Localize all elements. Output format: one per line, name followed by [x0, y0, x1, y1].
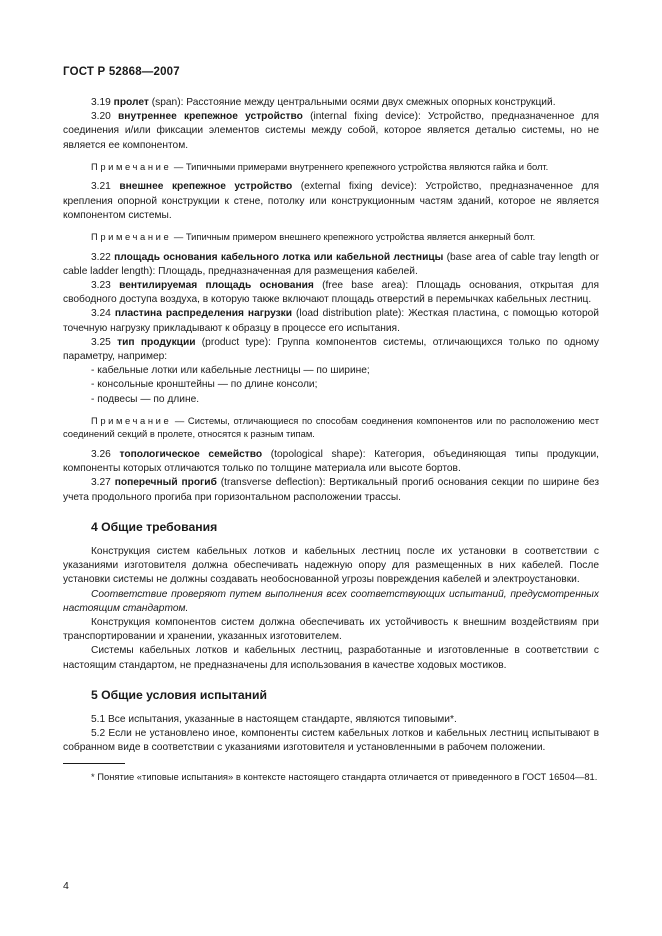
definition-3-22: 3.22 площадь основания кабельного лотка или кабельной лестницы (base area of cable tray length or cable ladder length): Площадь, предназначенная для размещения кабелей.: [63, 251, 599, 277]
standard-header: ГОСТ Р 52868—2007: [63, 66, 180, 78]
section-5-heading: 5 Общие условия испытаний: [91, 687, 268, 702]
footnote-divider: [63, 763, 125, 764]
section-4-paragraph: Конструкция систем кабельных лотков и кабельных лестниц после их установки в соответствии с указаниями изготовителя должна обеспечивать надежную опору для размещенных в них кабелей. После установки системы не должны создавать необоснованной угрозы повреждения кабелей и электроустановки.: [63, 546, 599, 586]
note-3-20: Примечание — Типичными примерами внутреннего крепежного устройства являются гайка и болт.: [91, 160, 549, 172]
footnote: * Понятие «типовые испытания» в контексте настоящего стандарта отличается от приведенного в ГОСТ 16504—81.: [91, 770, 598, 782]
section-4-compliance: Соответствие проверяют путем выполнения всех соответствующих испытаний, предусмотренных настоящим стандартом.: [63, 588, 599, 614]
list-item: - консольные кронштейны — по длине консоли;: [91, 379, 318, 391]
clause-5-1: 5.1 Все испытания, указанные в настоящем стандарте, являются типовыми*.: [91, 714, 457, 726]
list-item: - кабельные лотки или кабельные лестницы — по ширине;: [91, 365, 370, 377]
note-3-25: Примечание — Системы, отличающиеся по способам соединения компонентов или по расположению мест соединений секций в пролете, относятся к разным типам.: [63, 414, 599, 440]
page-number: 4: [63, 880, 69, 892]
page-content: [63, 96, 599, 783]
definition-3-23: 3.23 вентилируемая площадь основания (free base area): Площадь основания, открытая для свободного доступа воздуха, в которую также включают площадь отверстий в перемычках кабельных лестниц.: [63, 280, 599, 306]
definition-3-21: 3.21 внешнее крепежное устройство (external fixing device): Устройство, предназначенное для крепления опорной конструкции к стене, потолку или конструкционным частям зданий, которое не является компонентом системы.: [63, 181, 599, 221]
definition-3-19: 3.19 пролет (span): Расстояние между центральными осями двух смежных опорных конструкций.: [91, 97, 556, 108]
list-item: - подвесы — по длине.: [91, 393, 200, 405]
definition-3-27: 3.27 поперечный прогиб (transverse deflection): Вертикальный прогиб основания секции по ширине без учета продольного прогиба при горизонтальном расположении трассы.: [63, 477, 600, 503]
definition-3-26: 3.26 топологическое семейство (topological shape): Категория, объединяющая типы продукции, компоненты которых отличаются только по толщине материала или высоте бортов.: [63, 449, 599, 475]
clause-5-2: 5.2 Если не установлено иное, компоненты систем кабельных лотков и кабельных лестниц испытывают в собранном виде в соответствии с указаниями изготовителя и установленными в рабочем положении.: [63, 728, 599, 754]
definition-3-20: 3.20 внутреннее крепежное устройство (internal fixing device): Устройство, предназначенное для соединения и/или фиксации элементов системы между собой, которое является деталью системы, но не является ее компонентом.: [63, 111, 599, 151]
section-4-paragraph: Конструкция компонентов систем должна обеспечивать их устойчивость к внешним воздействиям при транспортировании и хранении, указанных изготовителем.: [63, 617, 599, 643]
section-4-paragraph: Системы кабельных лотков и кабельных лестниц, разработанные и изготовленные в соответствии с настоящим стандартом, не предназначены для использования в качестве ходовых мостиков.: [63, 645, 599, 671]
definition-3-25: 3.25 тип продукции (product type): Группа компонентов системы, отличающихся только по одному параметру, например:: [63, 336, 599, 363]
note-3-21: Примечание — Типичным примером внешнего крепежного устройства является анкерный болт.: [91, 231, 536, 243]
section-4-heading: 4 Общие требования: [91, 519, 218, 534]
definition-3-24: 3.24 пластина распределения нагрузки (load distribution plate): Жесткая пластина, с помощью которой точечную нагрузку прикладывают к образцу в процессе его испытания.: [63, 308, 599, 334]
